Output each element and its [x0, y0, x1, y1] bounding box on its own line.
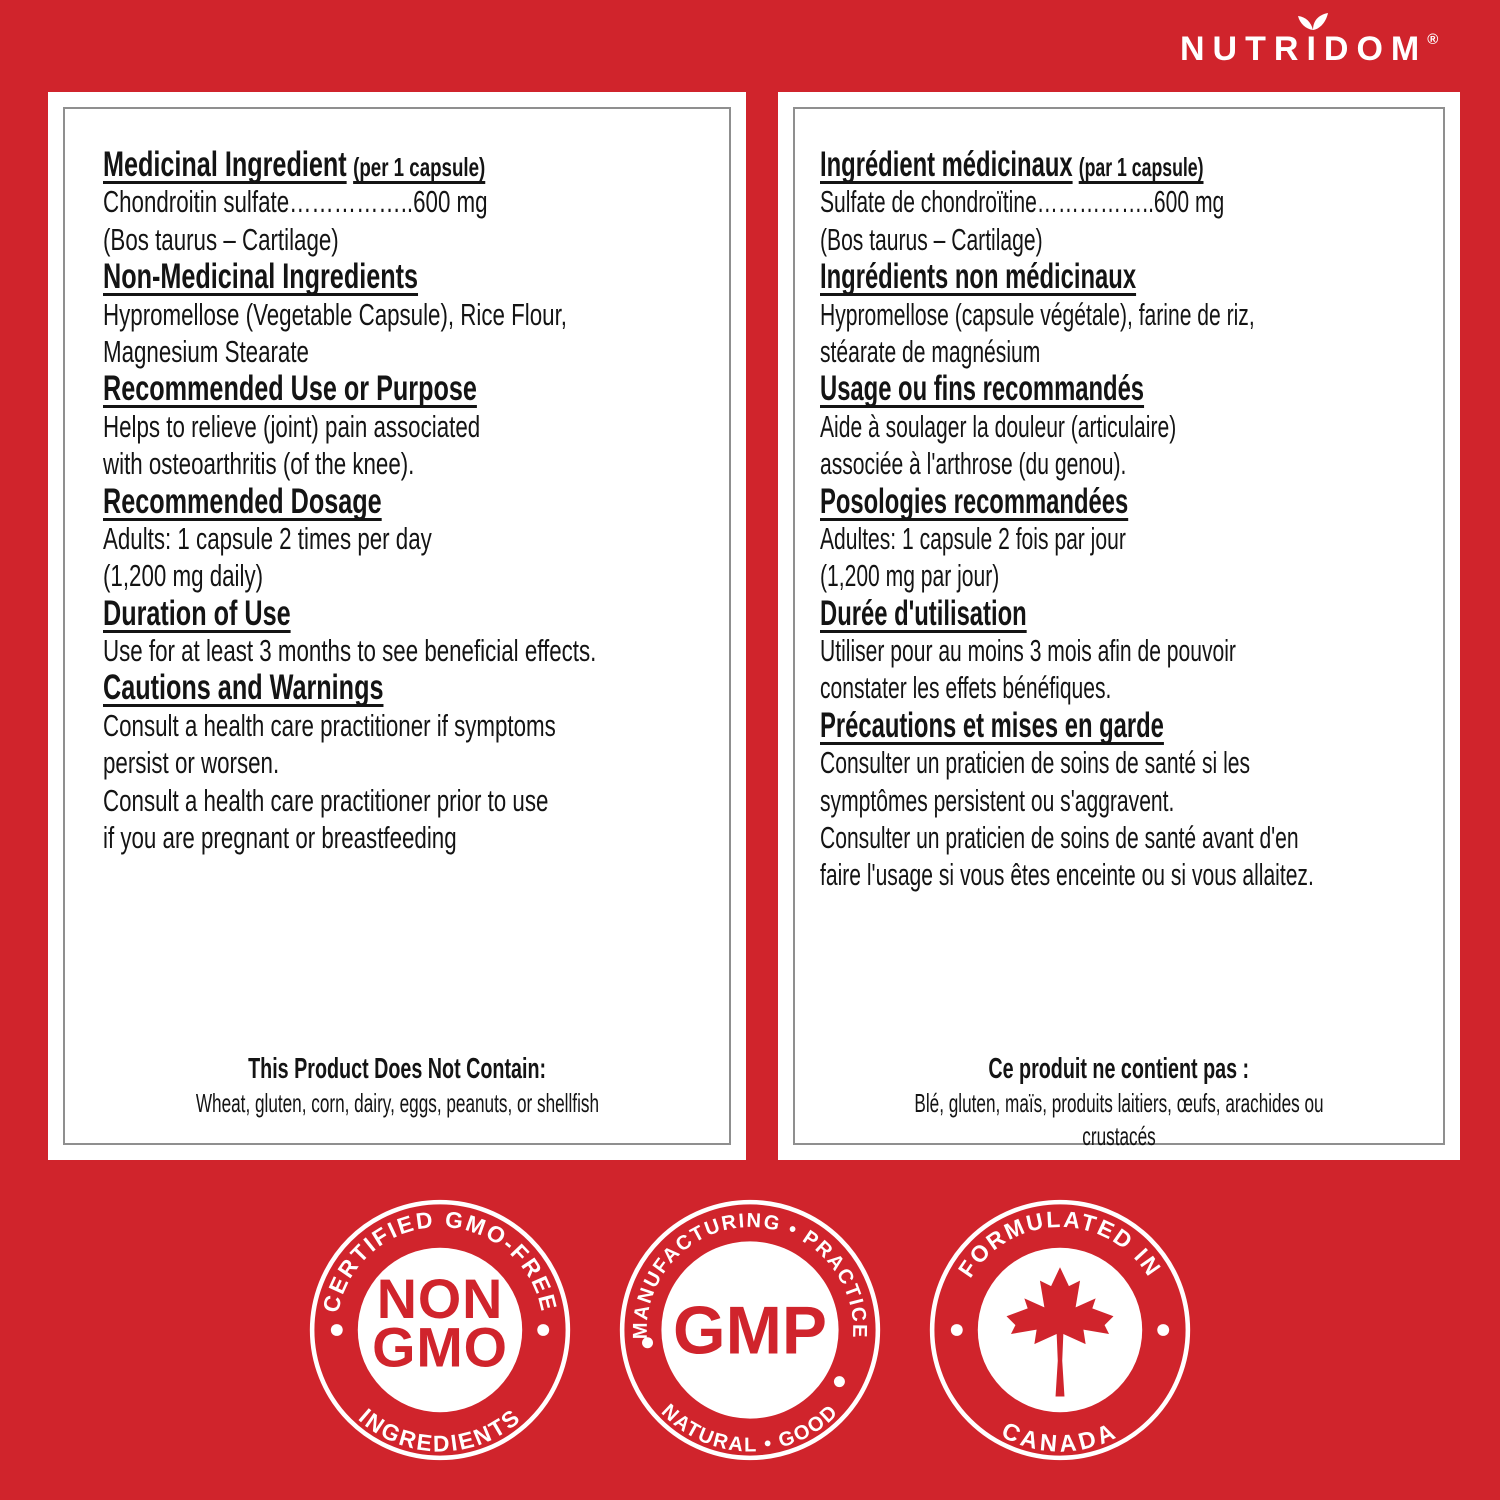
- logo-text-left: NUTR: [1180, 30, 1307, 68]
- does-not-contain-en: [58, 1052, 736, 1120]
- body-line: (Bos taurus – Cartilage): [820, 221, 1043, 257]
- footer-text: Blé, gluten, maïs, produits laitiers, œufs, arachides ou crustacés: [914, 1088, 1324, 1151]
- body-line: Adults: 1 capsule 2 times per day: [103, 520, 432, 556]
- body-line: Consulter un praticien de soins de santé avant d'en: [820, 820, 1299, 856]
- section-heading: Durée d'utilisation: [820, 593, 1027, 633]
- body-line: symptômes persistent ou s'aggravent.: [820, 782, 1175, 818]
- arc-text-top: MANUFACTURING • PRACTICE: [629, 1209, 871, 1340]
- body-line: Helps to relieve (joint) pain associated: [103, 408, 481, 444]
- badge-center-text: GMO: [372, 1316, 508, 1379]
- badge-dot-right: [834, 1376, 845, 1387]
- arc-text-bottom: CANADA: [997, 1417, 1123, 1458]
- arc-text-top: CERTIFIED GMO-FREE: [317, 1205, 563, 1316]
- body-line: stéarate de magnésium: [820, 333, 1041, 369]
- body-line: persist or worsen.: [103, 745, 280, 781]
- arc-text-bottom: NATURAL • GOOD: [657, 1400, 843, 1457]
- section-heading: Ingrédients non médicinaux: [820, 257, 1137, 297]
- badge-center-text: GMP: [673, 1293, 827, 1369]
- arc-text-bottom: INGREDIENTS: [354, 1402, 526, 1457]
- panel-english-content: [103, 146, 721, 856]
- body-line: Magnesium Stearate: [103, 333, 309, 369]
- body-line: (Bos taurus – Cartilage): [103, 221, 339, 257]
- body-line: with osteoarthritis (of the knee).: [103, 446, 415, 482]
- section-heading: Précautions et mises en garde: [820, 705, 1164, 745]
- body-line: Use for at least 3 months to see beneficial effects.: [103, 633, 597, 669]
- section-heading: Medicinal Ingredient (per 1 capsule): [103, 145, 486, 184]
- body-line: Hypromellose (capsule végétale), farine de riz,: [820, 296, 1255, 332]
- body-line: associée à l'arthrose (du genou).: [820, 446, 1127, 482]
- badge-dot-left: [331, 1324, 343, 1336]
- heading-suffix: (par 1 capsule): [1078, 152, 1204, 182]
- body-line: constater les effets bénéfiques.: [820, 670, 1112, 706]
- section-usage-recommande: [820, 370, 1435, 482]
- heading-suffix: (per 1 capsule): [353, 152, 486, 182]
- gmp-badge: [613, 1193, 887, 1467]
- body-line: Hypromellose (Vegetable Capsule), Rice Flour,: [103, 296, 567, 332]
- section-recommended-use: [103, 370, 721, 482]
- section-heading: Non-Medicinal Ingredients: [103, 257, 419, 297]
- body-line: (1,200 mg par jour): [820, 558, 1000, 594]
- section-recommended-dosage: [103, 483, 721, 595]
- body-line: Utiliser pour au moins 3 mois afin de pouvoir: [820, 633, 1236, 669]
- footer-title: Ce produit ne contient pas :: [988, 1053, 1250, 1085]
- section-cautions-warnings: [103, 669, 721, 856]
- body-line: Chondroitin sulfate……………..600 mg: [103, 184, 488, 220]
- body-line: Consult a health care practitioner prior to use: [103, 782, 549, 818]
- panel-french: [778, 92, 1460, 1160]
- arc-text-top: FORMULATED IN: [952, 1205, 1168, 1282]
- body-line: (1,200 mg daily): [103, 558, 264, 594]
- section-heading: Usage ou fins recommandés: [820, 369, 1145, 409]
- certification-badges: [0, 1193, 1500, 1467]
- logo-text-right: DOM: [1323, 30, 1428, 68]
- body-line: if you are pregnant or breastfeeding: [103, 820, 457, 856]
- section-heading: Recommended Dosage: [103, 481, 382, 521]
- section-heading: Recommended Use or Purpose: [103, 369, 477, 409]
- body-line: faire l'usage si vous êtes enceinte ou si vous allaitez.: [820, 857, 1314, 893]
- body-line: Consult a health care practitioner if symptoms: [103, 707, 556, 743]
- section-duration-of-use: [103, 595, 721, 670]
- body-line: Consulter un praticien de soins de santé si les: [820, 745, 1251, 781]
- registered-mark: ®: [1427, 31, 1439, 48]
- section-duree-utilisation: [820, 595, 1435, 707]
- body-line: Aide à soulager la douleur (articulaire): [820, 408, 1177, 444]
- non-gmo-badge: [303, 1193, 577, 1467]
- section-heading: Cautions and Warnings: [103, 668, 384, 708]
- footer-title: This Product Does Not Contain:: [248, 1053, 546, 1085]
- panel-french-content: [820, 146, 1435, 894]
- badge-dot-right: [1157, 1324, 1169, 1336]
- badge-center-text: NON: [376, 1268, 504, 1331]
- body-line: Sulfate de chondroïtine……………..600 mg: [820, 184, 1225, 220]
- section-heading: Ingrédient médicinaux (par 1 capsule): [820, 145, 1204, 184]
- panel-english: [48, 92, 746, 1160]
- badge-dot-right: [537, 1324, 549, 1336]
- does-not-contain-fr: [788, 1052, 1450, 1153]
- sprout-leaf-icon: [1298, 13, 1328, 30]
- body-line: Adultes: 1 capsule 2 fois par jour: [820, 520, 1126, 556]
- section-posologies: [820, 483, 1435, 595]
- section-heading: Posologies recommandées: [820, 481, 1129, 521]
- section-medicinal-ingredient: [103, 146, 721, 258]
- formulated-in-canada-badge: [923, 1193, 1197, 1467]
- logo-text-i: I: [1306, 30, 1324, 68]
- section-ingredients-non-medicinaux: [820, 258, 1435, 370]
- badge-dot-left: [951, 1324, 963, 1336]
- section-precautions: [820, 707, 1435, 894]
- section-heading: Duration of Use: [103, 593, 291, 633]
- section-ingredient-medicinaux: [820, 146, 1435, 258]
- footer-text: Wheat, gluten, corn, dairy, eggs, peanuts, or shellfish: [195, 1088, 599, 1118]
- section-non-medicinal: [103, 258, 721, 370]
- nutridom-logo: [1180, 30, 1438, 69]
